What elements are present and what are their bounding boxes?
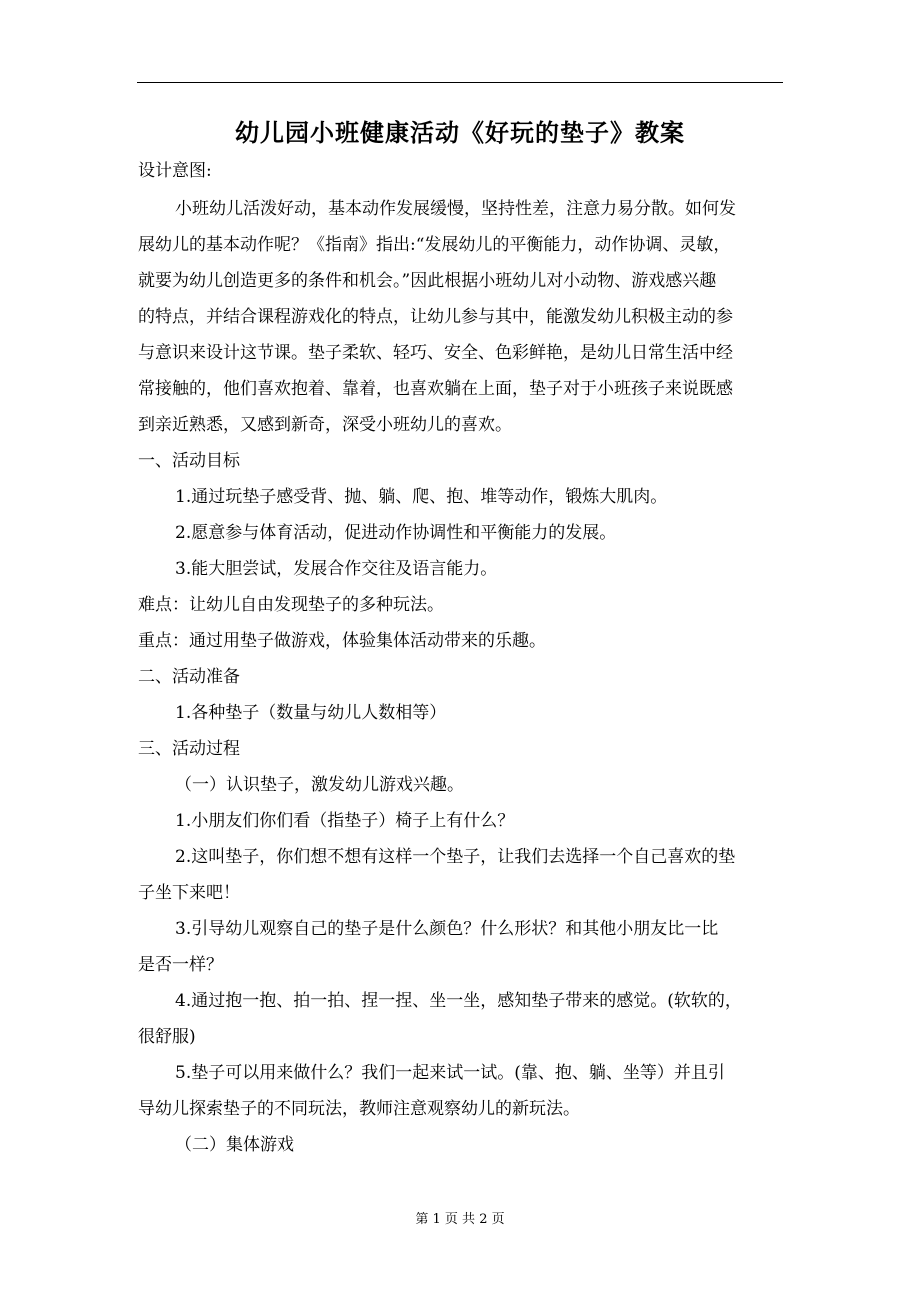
focus-line: 重点：通过用垫子做游戏，体验集体活动带来的乐趣。 bbox=[138, 631, 546, 651]
paragraph-line: 小班幼儿活泼好动，基本动作发展缓慢，坚持性差，注意力易分散。如何发 bbox=[175, 199, 736, 219]
section-heading-goals: 一、活动目标 bbox=[138, 451, 240, 471]
list-item-continuation: 子坐下来吧！ bbox=[138, 883, 240, 903]
paragraph-line: 展幼儿的基本动作呢？《指南》指出:“发展幼儿的平衡能力，动作协调、灵敏， bbox=[138, 235, 731, 255]
list-item: 3.能大胆尝试，发展合作交往及语言能力。 bbox=[175, 559, 498, 579]
list-item-continuation: 很舒服) bbox=[138, 1027, 196, 1047]
list-item: 4.通过抱一抱、拍一拍、捏一捏、坐一坐，感知垫子带来的感觉。(软软的， bbox=[175, 991, 742, 1011]
subsection-heading: （二）集体游戏 bbox=[175, 1135, 294, 1155]
list-item: 1.通过玩垫子感受背、抛、躺、爬、抱、堆等动作，锻炼大肌肉。 bbox=[175, 487, 668, 507]
list-item: 5.垫子可以用来做什么？我们一起来试一试。(靠、抱、躺、坐等）并且引 bbox=[175, 1063, 725, 1083]
list-item: 2.愿意参与体育活动，促进动作协调性和平衡能力的发展。 bbox=[175, 523, 617, 543]
header-rule bbox=[137, 82, 783, 83]
list-item: 3.引导幼儿观察自己的垫子是什么颜色？什么形状？和其他小朋友比一比 bbox=[175, 919, 719, 939]
list-item: 2.这叫垫子，你们想不想有这样一个垫子，让我们去选择一个自己喜欢的垫 bbox=[175, 847, 736, 867]
section-heading-preparation: 二、活动准备 bbox=[138, 667, 240, 687]
paragraph-line: 到亲近熟悉，又感到新奇，深受小班幼儿的喜欢。 bbox=[138, 415, 512, 435]
subsection-heading: （一）认识垫子，激发幼儿游戏兴趣。 bbox=[175, 775, 464, 795]
paragraph-line: 的特点，并结合课程游戏化的特点，让幼儿参与其中，能激发幼儿积极主动的参 bbox=[138, 307, 733, 327]
paragraph-line: 就要为幼儿创造更多的条件和机会。”因此根据小班幼儿对小动物、游戏感兴趣 bbox=[138, 271, 717, 291]
difficulty-line: 难点：让幼儿自由发现垫子的多种玩法。 bbox=[138, 595, 444, 615]
page-indicator: 第 1 页 共 2 页 bbox=[415, 1212, 505, 1227]
paragraph-line: 与意识来设计这节课。垫子柔软、轻巧、安全、色彩鲜艳，是幼儿日常生活中经 bbox=[138, 343, 733, 363]
section-heading-design-intent: 设计意图: bbox=[138, 161, 212, 181]
list-item: 1.小朋友们你们看（指垫子）椅子上有什么？ bbox=[175, 811, 515, 831]
paragraph-line: 常接触的，他们喜欢抱着、靠着，也喜欢躺在上面，垫子对于小班孩子来说既感 bbox=[138, 379, 733, 399]
section-heading-process: 三、活动过程 bbox=[138, 739, 240, 759]
list-item-continuation: 是否一样？ bbox=[138, 955, 223, 975]
document-title: 幼儿园小班健康活动《好玩的垫子》教案 bbox=[235, 118, 685, 147]
list-item: 1.各种垫子（数量与幼儿人数相等） bbox=[175, 703, 447, 723]
list-item-continuation: 导幼儿探索垫子的不同玩法，教师注意观察幼儿的新玩法。 bbox=[138, 1099, 580, 1119]
